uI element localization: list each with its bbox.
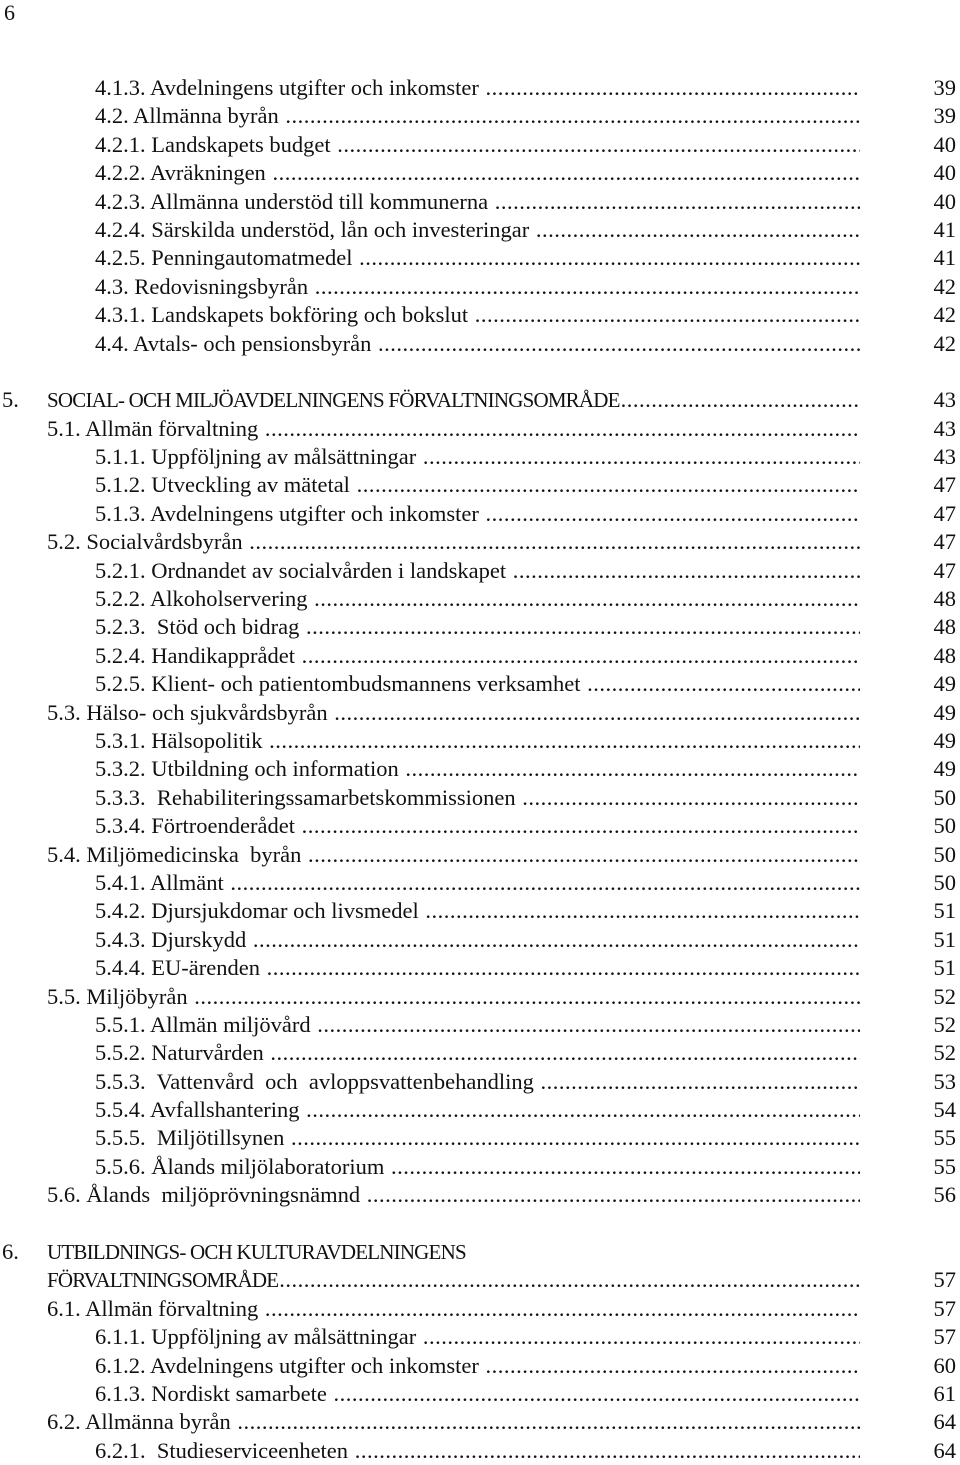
toc-page-number: 48 (933, 642, 956, 668)
toc-entry-row (0, 528, 960, 556)
toc-page-number: 49 (933, 756, 956, 782)
toc-entry (95, 131, 860, 159)
toc-entry-label: 4.2.5. Penningautomatmedel (95, 245, 359, 271)
toc-entry (95, 926, 860, 954)
toc-page-number: 52 (933, 1011, 956, 1037)
toc-entry (95, 102, 860, 130)
toc-entry-row (0, 670, 960, 698)
toc-leader-dots (336, 131, 860, 159)
toc-leader-dots (271, 159, 860, 187)
toc-entry-label: 5.1.3. Avdelningens utgifter och inkomster (95, 500, 485, 526)
toc-entry-label: 4.1.3. Avdelningens utgifter och inkomster (95, 75, 485, 100)
toc-entry (47, 1181, 860, 1209)
toc-page-number: 52 (933, 983, 956, 1009)
toc-leader-dots (358, 244, 860, 272)
toc-entry-label: 6.1.1. Uppföljning av målsättningar (95, 1324, 422, 1350)
toc-entry-label: 5.3.3. Rehabiliteringssamarbetskommissionen (95, 784, 522, 810)
toc-entry-label: 5.4.2. Djursjukdomar och livsmedel (95, 898, 425, 924)
toc-entry-label: 4.2.1. Landskapets budget (95, 131, 337, 157)
toc-entry (47, 1295, 860, 1323)
toc-page-number: 48 (933, 614, 956, 640)
toc-entry-label: 5.4.3. Djurskydd (95, 926, 252, 952)
toc-leader-dots (332, 1380, 860, 1408)
toc-entry-label: 6.2. Allmänna byrån (47, 1409, 237, 1435)
toc-entry (95, 159, 860, 187)
toc-entry (47, 415, 860, 443)
toc-leader-dots (485, 1352, 860, 1380)
toc-entry-row (0, 557, 960, 585)
toc-leader-dots (586, 670, 860, 698)
toc-entry-row (0, 74, 960, 102)
toc-page-number: 50 (933, 841, 956, 867)
toc-page-number: 64 (933, 1409, 956, 1435)
toc-entry (47, 528, 860, 556)
toc-entry-label: 5.2.5. Klient- och patientombudsmannens verksamhet (95, 671, 587, 697)
toc-entry-row (0, 613, 960, 641)
toc-page-number: 40 (933, 160, 956, 186)
toc-page-number: 39 (933, 75, 956, 100)
toc-leader-dots (422, 1323, 860, 1351)
toc-entry-row (0, 1039, 960, 1067)
page-number: 6 (4, 0, 15, 25)
toc-entry (95, 500, 860, 528)
toc-entry (95, 443, 860, 471)
toc-entry (95, 727, 860, 755)
toc-entry (95, 1380, 860, 1408)
toc-entry (95, 301, 860, 329)
toc-page-number: 60 (933, 1352, 956, 1378)
toc-entry-label: 5.2.2. Alkoholservering (95, 586, 314, 612)
toc-entry (95, 642, 860, 670)
toc-entry-row (0, 642, 960, 670)
toc-page-number: 47 (933, 557, 956, 583)
toc-entry-row (0, 1011, 960, 1039)
toc-page-number: 39 (933, 103, 956, 129)
toc-entry-row (0, 500, 960, 528)
toc-entry-row (0, 102, 960, 130)
toc-entry-label: FÖRVALTNINGSOMRÅDE (47, 1268, 279, 1293)
toc-leader-dots (268, 727, 860, 755)
toc-entry-row (0, 727, 960, 755)
toc-entry (95, 755, 860, 783)
toc-entry-label: 5.6. Ålands miljöprövningsnämnd (47, 1182, 366, 1208)
toc-leader-dots (307, 841, 860, 869)
toc-leader-dots (494, 188, 860, 216)
toc-leader-dots (269, 1039, 860, 1067)
toc-entry-row (0, 471, 960, 499)
toc-leader-dots (422, 443, 860, 471)
toc-entry (95, 273, 860, 301)
toc-page-number: 54 (933, 1097, 956, 1123)
table-of-contents (0, 74, 960, 1465)
toc-page-number: 43 (933, 444, 956, 470)
toc-entry-label: 6.1.3. Nordiskt samarbete (95, 1380, 333, 1406)
toc-entry (95, 869, 860, 897)
toc-entry-row (0, 699, 960, 727)
toc-leader-dots (314, 273, 860, 301)
toc-entry (95, 1124, 860, 1152)
toc-chapter-number: 5. (2, 387, 19, 413)
toc-entry (95, 954, 860, 982)
toc-page-number: 40 (933, 131, 956, 157)
toc-entry-row (0, 301, 960, 329)
toc-page-number: 57 (933, 1324, 956, 1350)
toc-entry-row (0, 330, 960, 358)
toc-entry-label: 4.4. Avtals- och pensionsbyrån (95, 330, 378, 356)
toc-entry-row (0, 983, 960, 1011)
toc-entry-label: 5.5.6. Ålands miljölaboratorium (95, 1153, 390, 1179)
toc-leader-dots (390, 1153, 860, 1181)
toc-entry-row (0, 131, 960, 159)
toc-page-number: 50 (933, 784, 956, 810)
toc-spacer (0, 1210, 960, 1238)
toc-leader-dots (316, 1011, 860, 1039)
toc-page-number: 49 (933, 699, 956, 725)
toc-entry-label: 6.1. Allmän förvaltning (47, 1295, 264, 1321)
toc-leader-dots (301, 812, 860, 840)
toc-leader-dots (333, 699, 860, 727)
toc-entry-row (0, 1068, 960, 1096)
toc-entry-row (0, 926, 960, 954)
toc-leader-dots (620, 386, 860, 414)
toc-entry (95, 188, 860, 216)
toc-page-number: 47 (933, 529, 956, 555)
toc-entry-label: 5.3.2. Utbildning och information (95, 756, 405, 782)
toc-leader-dots (278, 1266, 860, 1294)
toc-entry (95, 74, 860, 102)
toc-page-number: 48 (933, 586, 956, 612)
toc-chapter-number: 6. (2, 1239, 19, 1265)
toc-entry (95, 557, 860, 585)
toc-chapter-row (0, 1238, 960, 1266)
toc-entry-label: 5.1. Allmän förvaltning (47, 415, 264, 441)
toc-chapter-row (0, 1266, 960, 1294)
toc-entry-label: SOCIAL- OCH MILJÖAVDELNINGENS FÖRVALTNINGSOMRÅDE (47, 388, 620, 413)
toc-entry-label: 5.1.2. Utveckling av mätetal (95, 472, 356, 498)
toc-page-number: 42 (933, 302, 956, 328)
toc-entry-row (0, 1380, 960, 1408)
toc-page-number: 42 (933, 330, 956, 356)
toc-entry (95, 1437, 860, 1465)
toc-entry-label: 5.5.2. Naturvården (95, 1040, 270, 1066)
toc-entry (47, 386, 860, 414)
toc-page-number: 55 (933, 1153, 956, 1179)
toc-entry-label: 5.2. Socialvårdsbyrån (47, 529, 249, 555)
toc-page-number: 47 (933, 500, 956, 526)
toc-page-number: 61 (933, 1380, 956, 1406)
toc-entry-row (0, 784, 960, 812)
toc-leader-dots (512, 557, 860, 585)
toc-entry (95, 1011, 860, 1039)
toc-leader-dots (485, 500, 860, 528)
toc-entry-label: 4.2. Allmänna byrån (95, 103, 285, 129)
toc-page-number: 50 (933, 869, 956, 895)
toc-entry (95, 1153, 860, 1181)
toc-leader-dots (356, 471, 860, 499)
toc-entry-label: 5.2.4. Handikapprådet (95, 642, 301, 668)
toc-leader-dots (485, 74, 860, 102)
toc-entry-label: 5.3. Hälso- och sjukvårdsbyrån (47, 699, 334, 725)
toc-entry (95, 897, 860, 925)
toc-leader-dots (229, 869, 860, 897)
toc-entry-label: 5.5.3. Vattenvård och avloppsvattenbehandling (95, 1068, 540, 1094)
toc-leader-dots (305, 613, 860, 641)
toc-entry-row (0, 812, 960, 840)
toc-page-number: 43 (933, 387, 956, 413)
toc-leader-dots (193, 983, 860, 1011)
toc-page-number: 51 (933, 898, 956, 924)
toc-entry-row (0, 954, 960, 982)
toc-leader-dots (540, 1068, 861, 1096)
toc-leader-dots (264, 1295, 860, 1323)
toc-page-number: 57 (933, 1295, 956, 1321)
toc-entry-label: 5.5.1. Allmän miljövård (95, 1011, 317, 1037)
toc-entry (95, 1323, 860, 1351)
toc-leader-dots (366, 1181, 860, 1209)
toc-entry-label: 5.2.1. Ordnandet av socialvården i landskapet (95, 557, 512, 583)
toc-entry-row (0, 755, 960, 783)
toc-leader-dots (290, 1124, 860, 1152)
toc-page-number: 41 (933, 216, 956, 242)
toc-entry-label: 5.5.5. Miljötillsynen (95, 1125, 291, 1151)
toc-page-number: 49 (933, 671, 956, 697)
toc-leader-dots (264, 415, 860, 443)
toc-page-number: 64 (933, 1437, 956, 1463)
toc-leader-dots (284, 102, 860, 130)
toc-entry-row (0, 1295, 960, 1323)
toc-entry (95, 784, 860, 812)
toc-entry-row (0, 1437, 960, 1465)
toc-entry-row (0, 415, 960, 443)
toc-entry-label: 5.2.3. Stöd och bidrag (95, 614, 305, 640)
toc-entry-label: 5.3.4. Förtroenderådet (95, 813, 301, 839)
toc-entry-row (0, 1323, 960, 1351)
toc-entry-label: 4.2.2. Avräkningen (95, 160, 272, 186)
toc-entry-row (0, 1352, 960, 1380)
toc-entry-row (0, 585, 960, 613)
toc-entry (47, 1238, 860, 1266)
toc-entry (95, 613, 860, 641)
toc-entry-row (0, 1124, 960, 1152)
toc-entry (95, 812, 860, 840)
toc-entry (47, 983, 860, 1011)
toc-chapter-row (0, 386, 960, 414)
toc-entry-row (0, 1153, 960, 1181)
toc-entry-row (0, 244, 960, 272)
toc-page-number: 55 (933, 1125, 956, 1151)
toc-page-number: 43 (933, 415, 956, 441)
toc-leader-dots (248, 528, 860, 556)
toc-page-number: 53 (933, 1068, 956, 1094)
toc-entry-row (0, 1096, 960, 1124)
toc-entry-label: 5.4.4. EU-ärenden (95, 955, 266, 981)
toc-entry-row (0, 841, 960, 869)
toc-entry-label: 6.2.1. Studieserviceenheten (95, 1437, 354, 1463)
toc-entry (95, 216, 860, 244)
toc-leader-dots (354, 1437, 860, 1465)
toc-entry-label: 5.4.1. Allmänt (95, 869, 230, 895)
toc-leader-dots (404, 755, 860, 783)
toc-leader-dots (521, 784, 860, 812)
toc-entry-label: 5.3.1. Hälsopolitik (95, 727, 269, 753)
toc-entry-label: 5.5.4. Avfallshantering (95, 1097, 306, 1123)
toc-entry (47, 841, 860, 869)
toc-page-number: 57 (933, 1267, 956, 1293)
toc-entry (47, 1408, 860, 1436)
toc-page-number: 56 (933, 1182, 956, 1208)
toc-entry-row (0, 159, 960, 187)
toc-entry-row (0, 1181, 960, 1209)
toc-entry (95, 330, 860, 358)
toc-entry (95, 1352, 860, 1380)
toc-entry-label: 4.2.3. Allmänna understöd till kommunerna (95, 188, 494, 214)
toc-leader-dots (535, 216, 860, 244)
toc-page-number: 41 (933, 245, 956, 271)
toc-leader-dots (252, 926, 860, 954)
toc-entry (47, 1266, 860, 1294)
toc-entry (95, 1068, 860, 1096)
toc-entry-label: UTBILDNINGS- OCH KULTURAVDELNINGENS (47, 1240, 466, 1265)
toc-entry-row (0, 897, 960, 925)
toc-page-number: 51 (933, 926, 956, 952)
toc-entry-label: 4.2.4. Särskilda understöd, lån och investeringar (95, 216, 535, 242)
toc-page-number: 40 (933, 188, 956, 214)
toc-page-number: 51 (933, 955, 956, 981)
toc-leader-dots (474, 301, 860, 329)
toc-entry-row (0, 869, 960, 897)
toc-leader-dots (301, 642, 860, 670)
toc-entry-row (0, 273, 960, 301)
toc-entry (95, 585, 860, 613)
toc-page-number: 47 (933, 472, 956, 498)
toc-leader-dots (266, 954, 860, 982)
toc-leader-dots (305, 1096, 860, 1124)
toc-entry (47, 699, 860, 727)
toc-entry (95, 1039, 860, 1067)
toc-entry-row (0, 188, 960, 216)
toc-entry-label: 6.1.2. Avdelningens utgifter och inkomster (95, 1352, 485, 1378)
toc-page-number: 42 (933, 273, 956, 299)
toc-entry-label: 4.3. Redovisningsbyrån (95, 273, 314, 299)
toc-page-number: 49 (933, 727, 956, 753)
toc-page-number: 52 (933, 1040, 956, 1066)
toc-spacer (0, 358, 960, 386)
toc-leader-dots (424, 897, 860, 925)
toc-leader-dots (313, 585, 860, 613)
toc-entry (95, 670, 860, 698)
toc-entry (95, 244, 860, 272)
toc-entry-label: 4.3.1. Landskapets bokföring och bokslut (95, 302, 474, 328)
toc-entry-row (0, 1408, 960, 1436)
toc-entry-label: 5.5. Miljöbyrån (47, 983, 194, 1009)
toc-entry (95, 471, 860, 499)
toc-entry-row (0, 443, 960, 471)
toc-entry-row (0, 216, 960, 244)
toc-entry-label: 5.1.1. Uppföljning av målsättningar (95, 444, 422, 470)
toc-leader-dots (377, 330, 860, 358)
toc-entry-label: 5.4. Miljömedicinska byrån (47, 841, 307, 867)
toc-entry (95, 1096, 860, 1124)
toc-page-number: 50 (933, 813, 956, 839)
toc-leader-dots (236, 1408, 860, 1436)
